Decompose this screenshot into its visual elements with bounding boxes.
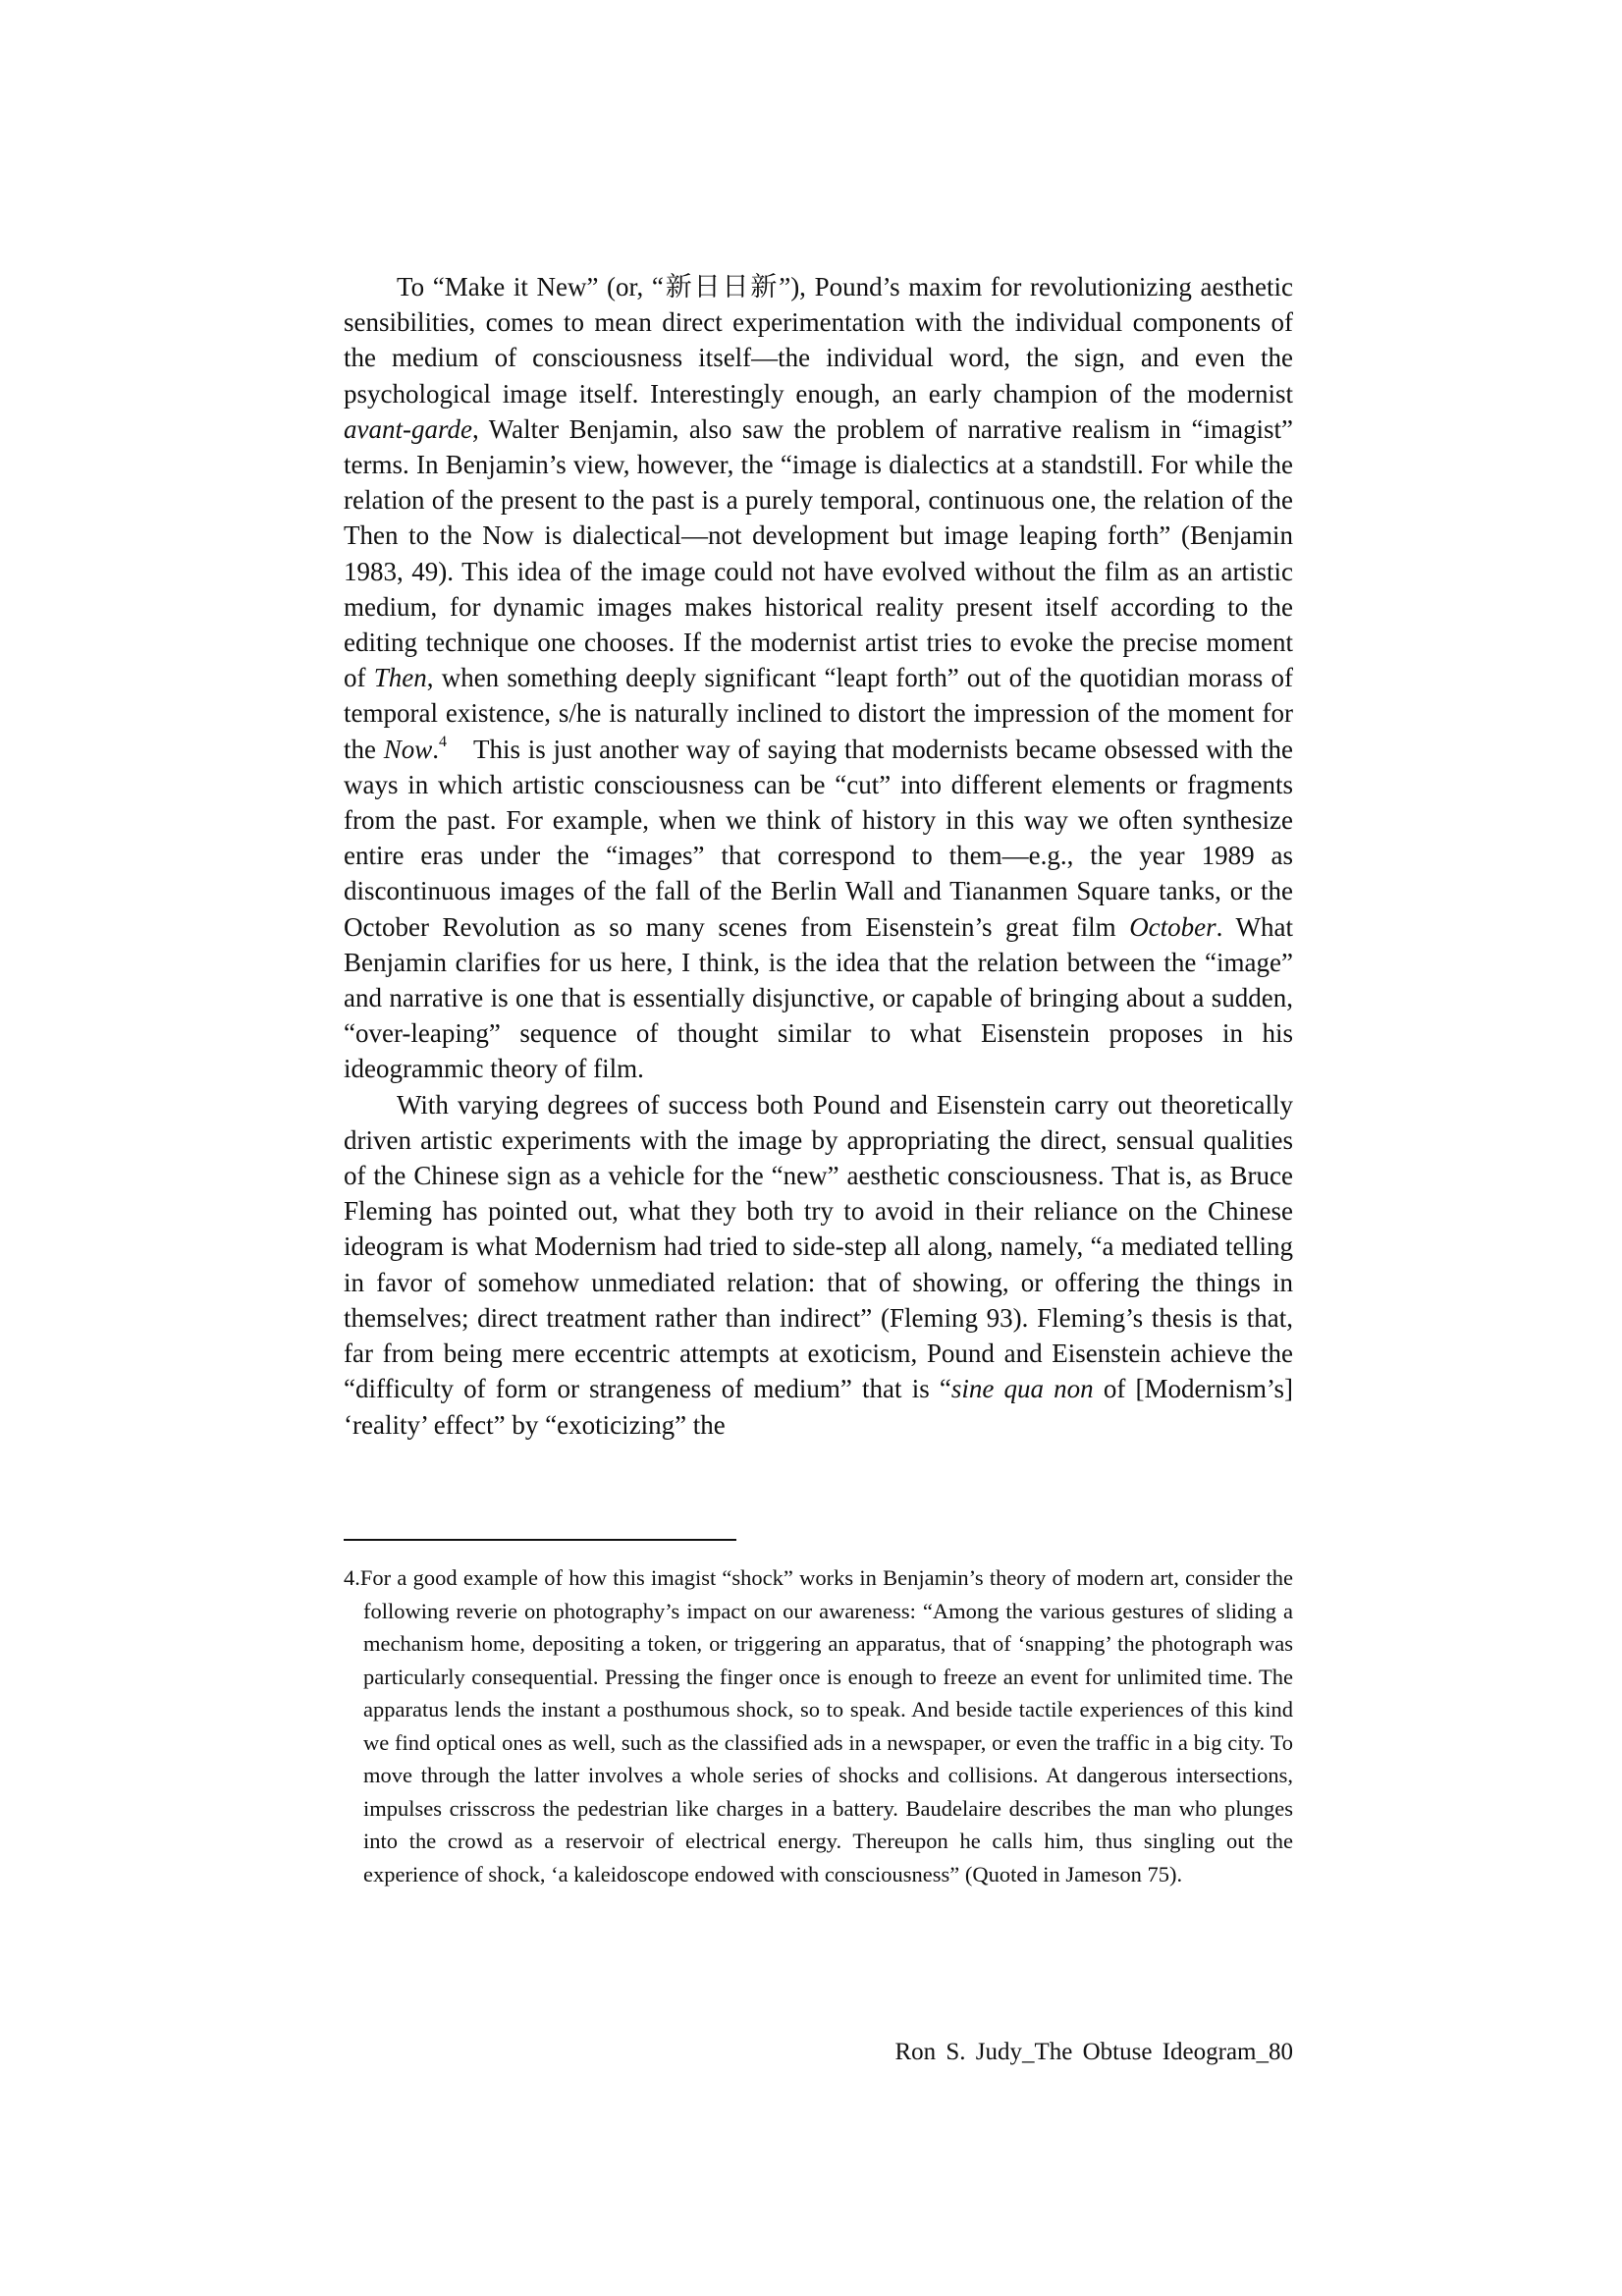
paragraph-1-text-e: This is just another way of saying that modernists became obsessed with the ways in which artistic consciousness can be “cut” into different elements or fragments from the past. For example, when we think of history in this way we often synthesize entire eras under the “images” that correspond to them—e.g., the year 1989 as discontinuous images of the fall of the Berlin Wall and Tiananmen Square tanks, or the October Revolution as so many scenes from Eisenstein’s great film: [344, 734, 1293, 942]
italic-avant-garde: avant-garde: [344, 413, 472, 444]
footnote-divider: [344, 1539, 736, 1541]
italic-october: October: [1129, 911, 1216, 942]
footnote-reference-4[interactable]: 4: [439, 733, 447, 750]
italic-now: Now: [383, 734, 433, 764]
paragraph-1-text-c: , when something deeply significant “leapt forth” out of the quotidian morass of temporal existence, s/he is naturally inclined to distort the impression of the moment for the: [344, 663, 1293, 764]
body-text: [344, 269, 1293, 1443]
running-footer: Ron S. Judy_The Obtuse Ideogram_80: [894, 2039, 1293, 2065]
paragraph-2-text-a: With varying degrees of success both Pound and Eisenstein carry out theoretically driven artistic experiments with the image by appropriating the direct, sensual qualities of the Chinese sign as a vehicle for the “new” aesthetic consciousness. That is, as Bruce Fleming has pointed out, what they both try to avoid in their reliance on the Chinese ideogram is what Modernism had tried to side-step all along, namely, “a mediated telling in favor of somehow unmediated relation: that of showing, or offering the things in themselves; direct treatment rather than indirect” (Fleming 93). Fleming’s thesis is that, far from being mere eccentric attempts at exoticism, Pound and Eisenstein achieve the “difficulty of form or strangeness of medium” that is “: [344, 1089, 1293, 1404]
italic-sine-qua-non: sine qua non: [950, 1374, 1094, 1404]
paragraph-1-text-f: . What Benjamin clarifies for us here, I think, is the idea that the relation between the “image” and narrative is one that is essentially disjunctive, or capable of bringing about a sudden, “over-leaping” sequence of thought similar to what Eisenstein proposes in his ideogrammic theory of film.: [344, 911, 1293, 1084]
paragraph-2: [344, 1087, 1293, 1443]
paragraph-2-text-b: of [Modernism’s] ‘reality’ effect” by “exoticizing” the: [344, 1374, 1293, 1440]
paragraph-1-text-b: , Walter Benjamin, also saw the problem of narrative realism in “imagist” terms. In Benjamin’s view, however, the “image is dialectics at a standstill. For while the relation of the present to the past is a purely temporal, continuous one, the relation of the Then to the Now is dialectical—not development but image leaping forth” (Benjamin 1983, 49). This idea of the image could not have evolved without the film as an artistic medium, for dynamic images makes historical reality present itself according to the editing technique one chooses. If the modernist artist tries to evoke the precise moment of: [344, 413, 1293, 693]
paragraph-1-text-d: .: [432, 734, 439, 764]
footnote-4: 4.For a good example of how this imagist “shock” works in Benjamin’s theory of modern art, consider the following reverie on photography’s impact on our awareness: “Among the various gestures of sliding a mechanism home, depositing a token, or triggering an apparatus, that of ‘snapping’ the photograph was particularly consequential. Pressing the finger once is enough to freeze an event for unlimited time. The apparatus lends the instant a posthumous shock, so to speak. And beside tactile experiences of this kind we find optical ones as well, such as the classified ads in a newspaper, or even the traffic in a big city. To move through the latter involves a whole series of shocks and collisions. At dangerous intersections, impulses crisscross the pedestrian like charges in a battery. Baudelaire describes the man who plunges into the crowd as a reservoir of electrical energy. Thereupon he calls him, thus singling out the experience of shock, ‘a kaleidoscope endowed with consciousness” (Quoted in Jameson 75).: [344, 1565, 1293, 1886]
paragraph-1: [344, 269, 1293, 1087]
paragraph-1-text-a: To “Make it New” (or, “新日日新”), Pound’s maxim for revolutionizing aesthetic sensibilities, comes to mean direct experimentation with the individual components of the medium of consciousness itself—the individual word, the sign, and even the psychological image itself. Interestingly enough, an early champion of the modernist: [344, 272, 1293, 409]
italic-then: Then: [373, 663, 427, 693]
